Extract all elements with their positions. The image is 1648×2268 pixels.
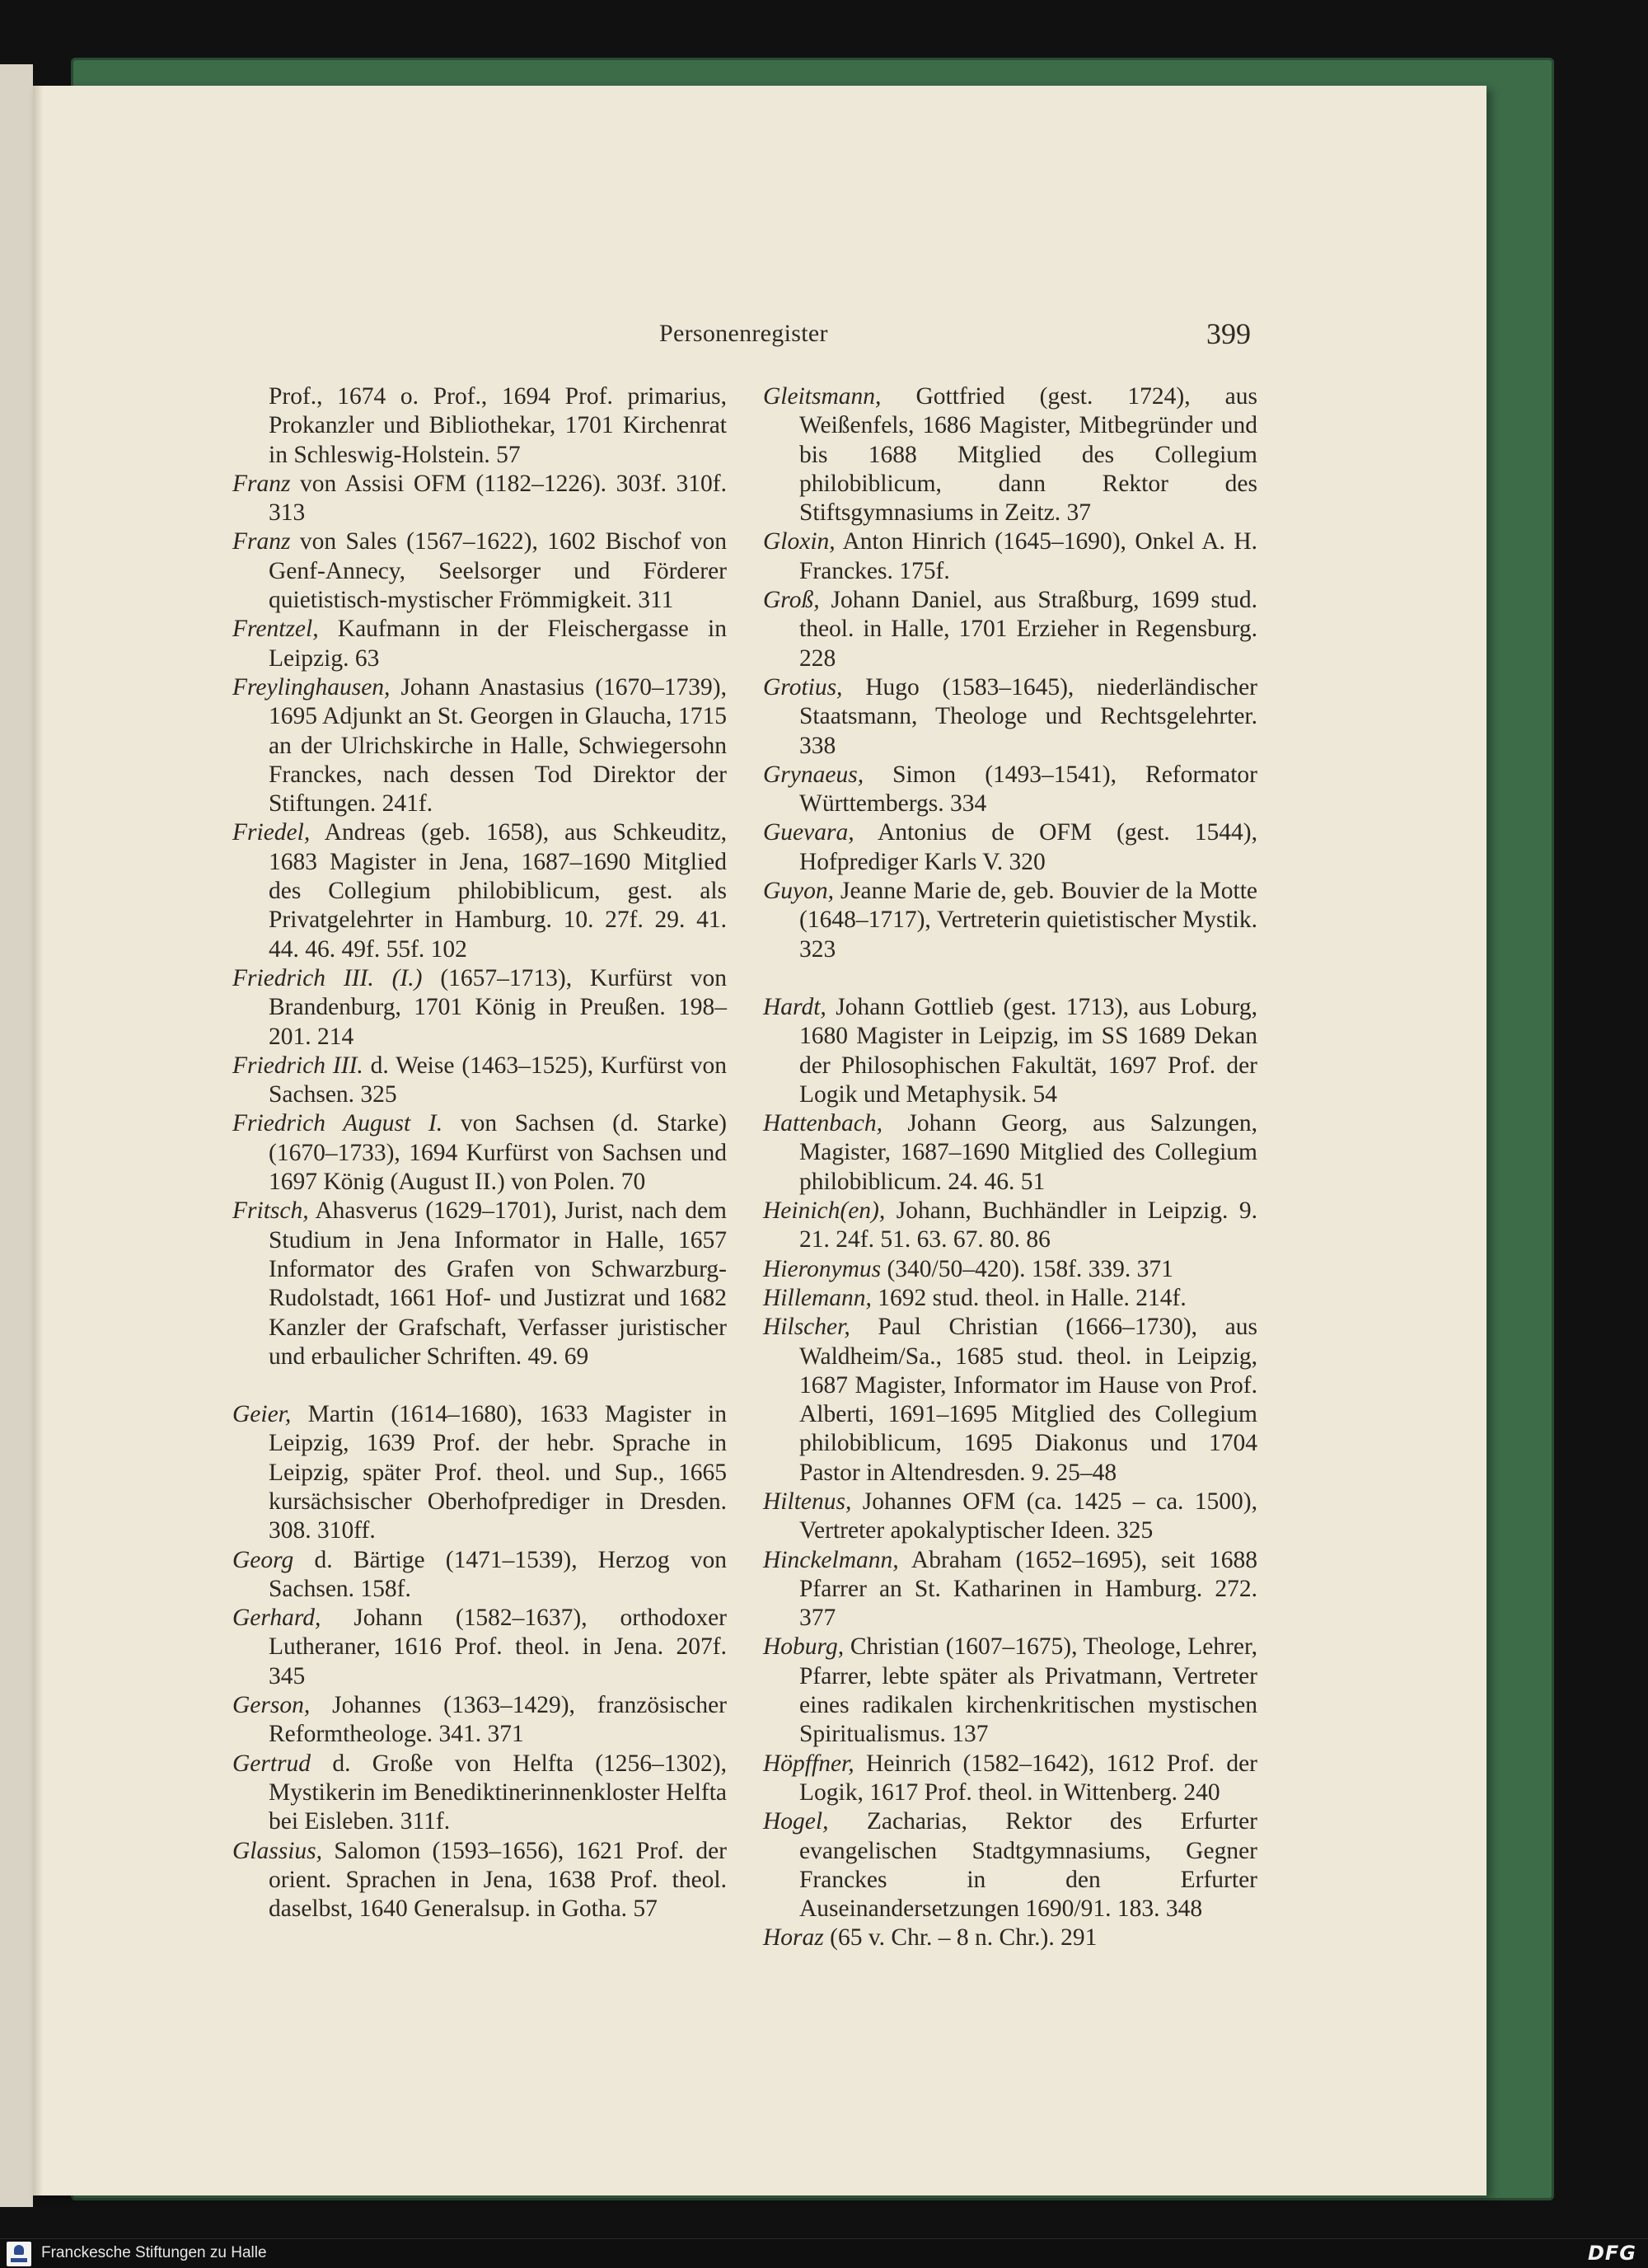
index-entry: [232, 1546, 727, 1605]
index-entry: [763, 1546, 1257, 1633]
index-column-right: [763, 382, 1257, 1953]
index-entry-text: von Assisi OFM (1182–1226). 303f. 310f. 313: [269, 470, 728, 527]
index-entry-text: Johann Georg, aus Salzungen, Magister, 1687–1690 Mitglied des Collegium philobiblicum. 24. 46. 51: [799, 1110, 1258, 1195]
index-entry-text: Johann Daniel, aus Straßburg, 1699 stud. theol. in Halle, 1701 Erzieher in Regensburg. 228: [799, 587, 1257, 672]
index-entry-text: Salomon (1593–1656), 1621 Prof. der orient. Sprachen in Jena, 1638 Prof. theol. daselbst, 1640 Generalsup. in Gotha. 57: [269, 1837, 727, 1923]
index-entry-name: Freylinghausen,: [232, 673, 391, 701]
index-entry-name: Guyon,: [763, 878, 835, 905]
index-entry: [763, 1924, 1257, 1952]
index-entry-text: Prof., 1674 o. Prof., 1694 Prof. primarius, Prokanzler und Bibliothekar, 1701 Kirchenrat in Schleswig-Holstein. 57: [269, 383, 727, 468]
index-entry-text: Johann Anastasius (1670–1739), 1695 Adjunkt an St. Georgen in Glaucha, 1715 an der Ulrichskirche in Halle, Schwiegersohn Franckes, nach dessen Tod Direktor der Stiftungen. 241f.: [269, 673, 728, 818]
index-entry-text: d. Bärtige (1471–1539), Herzog von Sachsen. 158f.: [269, 1546, 728, 1602]
index-entry-name: Horaz: [763, 1924, 824, 1952]
index-entry-text: Ahasverus (1629–1701), Jurist, nach dem Studium in Jena Informator in Halle, 1657 Informator des Grafen von Schwarzburg-Rudolstadt, 1661 Hof- und Justizrat und 1682 Kanzler der Grafschaft, Verfasser juristischer und erbaulicher Schriften. 49. 69: [269, 1197, 727, 1370]
index-entry-name: Hiltenus,: [763, 1488, 852, 1515]
index-entry-text: Anton Hinrich (1645–1690), Onkel A. H. Franckes. 175f.: [799, 528, 1257, 584]
index-entry-name: Friedrich III. (I.): [232, 964, 423, 991]
index-entry: [232, 1400, 727, 1545]
index-entry-text: Simon (1493–1541), Reformator Württembergs. 334: [799, 761, 1257, 818]
index-entry-name: Gloxin,: [763, 528, 836, 555]
index-entry-text: Johann Gottlieb (gest. 1713), aus Loburg, 1680 Magister in Leipzig, im SS 1689 Dekan der Philosophischen Fakultät, 1697 Prof. der Logik und Metaphysik. 54: [799, 993, 1258, 1108]
index-entry-text: Andreas (geb. 1658), aus Schkeuditz, 1683 Magister in Jena, 1687–1690 Mitglied des Collegium philobiblicum, gest. als Privatgelehrter in Hamburg. 10. 27f. 29. 41. 44. 46. 49f. 55f. 102: [269, 819, 727, 963]
index-entry-name: Hattenbach,: [763, 1110, 883, 1137]
index-entry: [232, 818, 727, 963]
previous-page-edge: [0, 64, 33, 2207]
index-entry-text: von Sales (1567–1622), 1602 Bischof von Genf-Annecy, Seelsorger und Förderer quietistisch-mystischer Frömmigkeit. 311: [269, 528, 728, 614]
index-entry-name: Hinckelmann,: [763, 1546, 899, 1573]
index-entry-name: Hillemann,: [763, 1284, 872, 1311]
index-entry-text: Christian (1607–1675), Theologe, Lehrer, Pfarrer, lebte später als Privatmann, Vertreter eines radikalen kirchenkritischen mystischen Spiritualismus. 137: [799, 1633, 1257, 1748]
index-entry-name: Gleitsmann,: [763, 383, 882, 410]
index-entry: [763, 993, 1257, 1109]
index-entry: [763, 382, 1257, 527]
index-entry-name: Guevara,: [763, 819, 854, 846]
page-number: 399: [1206, 317, 1251, 350]
index-entry: [232, 1604, 727, 1691]
index-entry-name: Glassius,: [232, 1837, 323, 1864]
index-entry-name: Franz: [232, 470, 291, 497]
index-entry-text: 1692 stud. theol. in Halle. 214f.: [878, 1284, 1187, 1311]
index-entry-text: Johannes (1363–1429), französischer Reformtheologe. 341. 371: [269, 1692, 728, 1748]
index-entry: [763, 1284, 1257, 1313]
index-entry-name: Groß,: [763, 587, 820, 614]
index-entry: [763, 1313, 1257, 1488]
index-column-left: [232, 382, 727, 1924]
index-entry-text: (65 v. Chr. – 8 n. Chr.). 291: [830, 1924, 1098, 1952]
index-entry-text: Antonius de OFM (gest. 1544), Hofprediger Karls V. 320: [799, 819, 1257, 875]
index-entry-name: Georg: [232, 1546, 294, 1573]
index-entry: [232, 470, 727, 528]
index-entry-text: Hugo (1583–1645), niederländischer Staatsmann, Theologe und Rechtsgelehrter. 338: [799, 673, 1257, 759]
index-entry-name: Gertrud: [232, 1750, 311, 1777]
institution-name: Franckesche Stiftungen zu Halle: [41, 2244, 267, 2261]
index-entry-name: Frentzel,: [232, 616, 319, 643]
index-entry: [763, 1750, 1257, 1808]
index-entry-name: Gerhard,: [232, 1605, 321, 1632]
institution-logo-icon: [7, 2242, 31, 2266]
index-entry-name: Grotius,: [763, 673, 843, 701]
index-entry: [232, 1691, 727, 1750]
index-entry: [763, 673, 1257, 761]
index-entry: [763, 761, 1257, 819]
index-entry: [763, 1633, 1257, 1749]
viewer-footer: [0, 2238, 1648, 2268]
index-entry-name: Gerson,: [232, 1692, 311, 1719]
index-entry-text: d. Große von Helfta (1256–1302), Mystikerin im Benediktinerinnenkloster Helfta bei Eisleben. 311f.: [269, 1750, 728, 1835]
index-entry-text: Gottfried (gest. 1724), aus Weißenfels, 1686 Magister, Mitbegründer und bis 1688 Mitglied des Collegium philobiblicum, dann Rektor des Stiftsgymnasiums in Zeitz. 37: [799, 383, 1258, 527]
index-entry-name: Hardt,: [763, 993, 826, 1020]
index-entry: [232, 1052, 727, 1110]
index-entry: [763, 586, 1257, 673]
index-entry-text: Jeanne Marie de, geb. Bouvier de la Motte (1648–1717), Vertreterin quietistischer Mystik. 323: [799, 878, 1257, 963]
index-entry-name: Fritsch,: [232, 1197, 309, 1225]
index-entry: [763, 1255, 1257, 1284]
index-entry-name: Höpffner,: [763, 1750, 854, 1777]
index-entry-text: d. Weise (1463–1525), Kurfürst von Sachsen. 325: [269, 1052, 728, 1108]
index-entry: [232, 527, 727, 615]
index-entry-name: Hieronymus: [763, 1255, 882, 1282]
index-entry-text: Kaufmann in der Fleischergasse in Leipzig. 63: [269, 616, 727, 672]
index-entry: [763, 1807, 1257, 1924]
letter-section-gap: [763, 964, 1257, 993]
index-entry-name: Friedel,: [232, 819, 311, 846]
index-entry-text: Johann, Buchhändler in Leipzig. 9. 21. 24f. 51. 63. 67. 80. 86: [799, 1197, 1257, 1253]
dfg-logo: DFG: [1587, 2242, 1636, 2265]
index-entry-text: Johannes OFM (ca. 1425 – ca. 1500), Vertreter apokalyptischer Ideen. 325: [799, 1488, 1257, 1544]
index-entry: [232, 382, 727, 470]
index-entry: [232, 1750, 727, 1837]
index-entry: [232, 615, 727, 673]
index-entry-text: Abraham (1652–1695), seit 1688 Pfarrer an St. Katharinen in Hamburg. 272. 377: [799, 1546, 1258, 1632]
index-entry: [763, 1488, 1257, 1546]
index-entry-name: Friedrich III.: [232, 1052, 363, 1079]
index-entry: [232, 964, 727, 1052]
index-entry: [232, 673, 727, 818]
index-entry-name: Hoburg,: [763, 1633, 845, 1661]
index-entry-text: Zacharias, Rektor des Erfurter evangelischen Stadtgymnasiums, Gegner Franckes in den Erfurter Auseinandersetzungen 1690/91. 183. 348: [799, 1808, 1257, 1923]
index-entry-name: Geier,: [232, 1401, 292, 1428]
index-entry: [232, 1109, 727, 1197]
index-entry: [763, 818, 1257, 877]
index-entry-name: Friedrich August I.: [232, 1110, 443, 1137]
page-gutter-shadow: [33, 86, 43, 2195]
index-entry-text: von Sachsen (d. Starke) (1670–1733), 1694 Kurfürst von Sachsen und 1697 König (August II.) von Polen. 70: [269, 1110, 727, 1196]
index-entry-name: Grynaeus,: [763, 761, 864, 788]
index-entry-text: Johann (1582–1637), orthodoxer Lutheraner, 1616 Prof. theol. in Jena. 207f. 345: [269, 1605, 727, 1689]
index-entry-name: Franz: [232, 528, 291, 555]
index-entry: [232, 1197, 727, 1371]
book-page: [33, 86, 1486, 2195]
index-entry-text: (340/50–420). 158f. 339. 371: [887, 1255, 1173, 1282]
index-entry-name: Hilscher,: [763, 1314, 850, 1341]
index-entry-text: (1657–1713), Kurfürst von Brandenburg, 1701 König in Preußen. 198–201. 214: [269, 964, 727, 1050]
index-entry: [763, 1109, 1257, 1197]
index-entry: [763, 527, 1257, 586]
index-entry-text: Paul Christian (1666–1730), aus Waldheim/Sa., 1685 stud. theol. in Leipzig, 1687 Magister, Informator im Hause von Prof. Alberti, 1691–1695 Mitglied des Collegium philobiblicum, 1695 Diakonus und 1704 Pastor in Altendresden. 9. 25–48: [799, 1314, 1257, 1486]
index-entry-name: Heinich(en),: [763, 1197, 886, 1225]
running-head-title: Personenregister: [659, 320, 828, 347]
index-entry-text: Heinrich (1582–1642), 1612 Prof. der Logik, 1617 Prof. theol. in Wittenberg. 240: [799, 1750, 1258, 1806]
index-entry: [763, 877, 1257, 964]
running-head: [33, 317, 1486, 353]
index-entry-text: Martin (1614–1680), 1633 Magister in Leipzig, 1639 Prof. der hebr. Sprache in Leipzig, später Prof. theol. und Sup., 1665 kursächsischer Oberhofprediger in Dresden. 308. 310ff.: [269, 1401, 728, 1544]
letter-section-gap: [232, 1371, 727, 1400]
index-entry-name: Hogel,: [763, 1808, 829, 1835]
index-entry: [232, 1837, 727, 1924]
index-entry: [763, 1197, 1257, 1255]
